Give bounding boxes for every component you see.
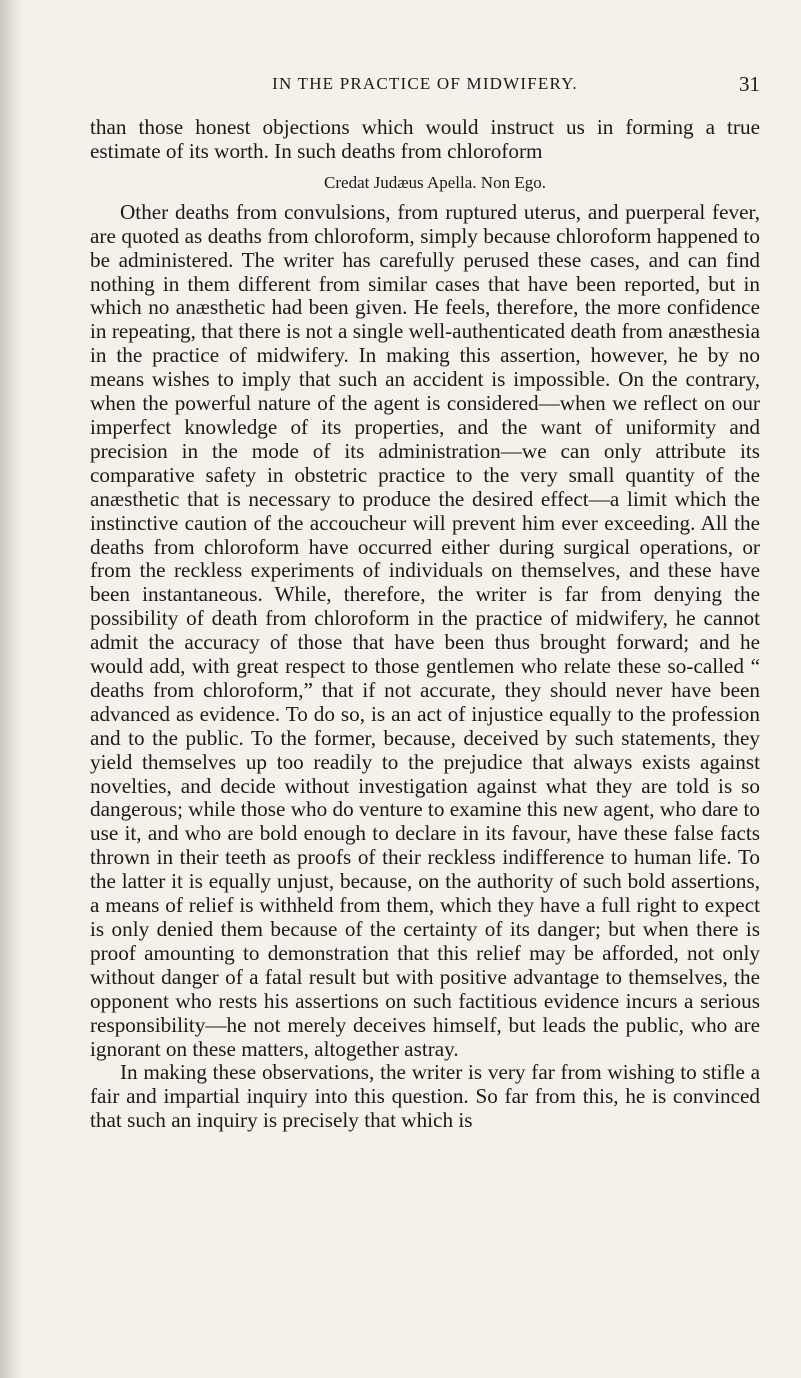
page-edge-shadow [0,0,22,1378]
latin-quotation: Credat Judæus Apella. Non Ego. [324,172,546,192]
paragraph-observations: In making these observations, the writer is very far from wishing to stifle a fair and impartial inquiry into this question. So far from this, he is convinced that such an inquiry is precisely that which is [90,1060,760,1133]
body-text [90,116,760,1133]
paragraph-continuation: than those honest objections which would instruct us in forming a true estimate of its worth. In such deaths from chloroform [90,115,760,163]
paragraph-other-deaths: Other deaths from convulsions, from ruptured uterus, and puerperal fever, are quoted as deaths from chloroform, simply because chloroform happened to be administered. The writer has carefully perused these cases, and can find nothing in them different from similar cases that have been reported, but in which no anæsthetic had been given. He feels, therefore, the more confidence in repeating, that there is not a single well-authenticated death from anæsthesia in the practice of midwifery. In making this assertion, however, he by no means wishes to imply that such an accident is impossible. On the contrary, when the powerful nature of the agent is considered—when we reflect on our imperfect knowledge of its properties, and the want of uniformity and precision in the mode of its administration—we can only attribute its comparative safety in obstetric practice to the very small quantity of the anæsthetic that is necessary to produce the desired effect—a limit which the instinctive caution of the accoucheur will prevent him ever exceeding. All the deaths from chloroform have occurred either during surgical operations, or from the reckless experiments of individuals on themselves, and these have been instantaneous. While, therefore, the writer is far from denying the possibility of death from chloroform in the practice of midwifery, he cannot admit the accuracy of those that have been thus brought forward; and he would add, with great respect to those gentlemen who relate these so-called “ deaths from chloroform,” that if not accurate, they should never have been advanced as evidence. To do so, is an act of injustice equally to the profession and to the public. To the former, because, deceived by such statements, they yield themselves up too readily to the prejudice that always exists against novelties, and decide without investigation against what they are told is so dangerous; while those who do venture to examine this new agent, who dare to use it, and who are bold enough to declare in its favour, have these false facts thrown in their teeth as proofs of their reckless indifference to human life. To the latter it is equally unjust, because, on the authority of such bold assertions, a means of relief is withheld from them, which they have a full right to expect is only denied them because of the certainty of its danger; but when there is proof amounting to demonstration that this relief may be afforded, not only without danger of a fatal result but with positive advantage to themselves, the opponent who rests his assertions on such factitious evidence incurs a serious responsibility—he not merely deceives himself, but leads the public, who are ignorant on these matters, altogether astray. [90,199,760,1061]
page-number: 31 [739,72,760,96]
running-title: IN THE PRACTICE OF MIDWIFERY. [272,74,578,93]
running-head [90,74,760,98]
